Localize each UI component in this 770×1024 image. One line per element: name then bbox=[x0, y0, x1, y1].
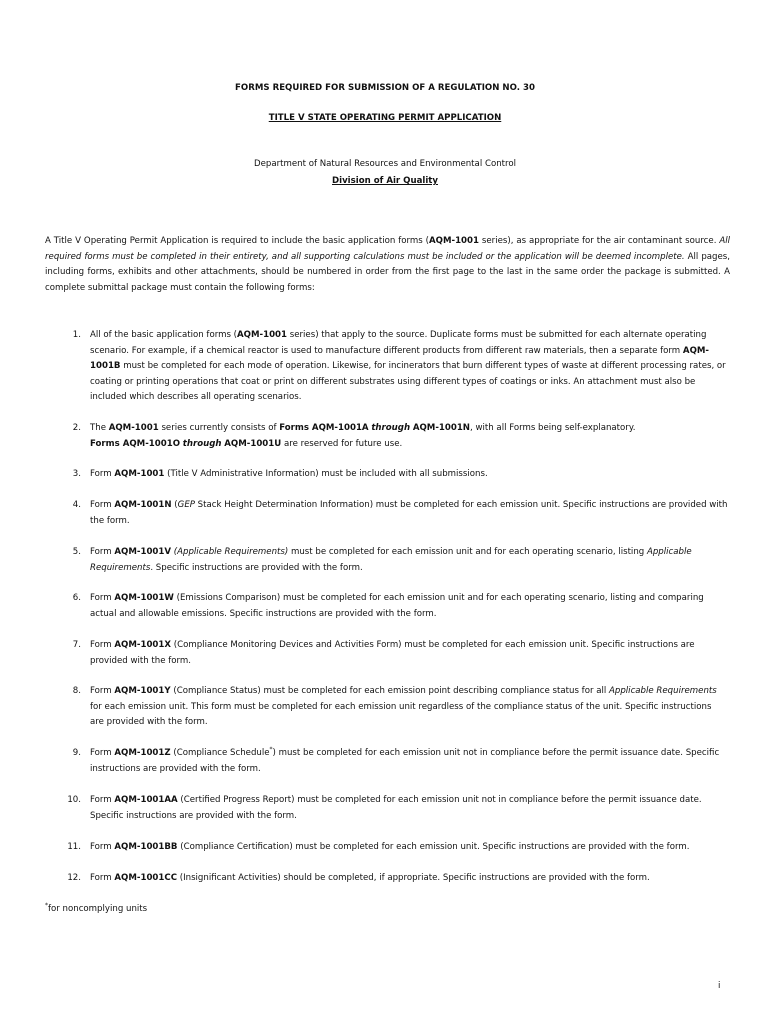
list-item-number: 7. bbox=[72, 640, 81, 650]
list-item-text: Form AQM-1001N (GEP Stack Height Determination Information) must be completed for each emission unit. Specific instructions are provided with the form. bbox=[90, 500, 728, 526]
document-title: FORMS REQUIRED FOR SUBMISSION OF A REGULATION NO. 30 bbox=[235, 83, 535, 93]
list-item-text: All of the basic application forms (AQM-1001 series) that apply to the source. Duplicate forms must be submitted for each alternate operating scenario. For example, if a chemical reactor is used to manufacture different products from different raw materials, then a separate form AQM-1001B must be completed for each mode of operation. Likewise, for incinerators that burn different types of waste at different processing rates, or coating or printing operations that coat or print on different substrates using different types of coatings or inks. An attachment must also be included which describes all operating scenarios. bbox=[90, 330, 726, 402]
list-item-text: The AQM-1001 series currently consists of Forms AQM-1001A through AQM-1001N, with all Forms being self-explanatory. Forms AQM-1001O through AQM-1001U are reserved for future use. bbox=[90, 423, 636, 449]
list-item-number: 12. bbox=[67, 873, 81, 883]
list-item-number: 9. bbox=[72, 748, 81, 758]
list-item-text: Form AQM-1001X (Compliance Monitoring Devices and Activities Form) must be completed for each emission unit. Specific instructions are provided with the form. bbox=[90, 640, 695, 666]
list-item-text: Form AQM-1001CC (Insignificant Activities) should be completed, if appropriate. Specific instructions are provided with the form. bbox=[90, 873, 650, 883]
footnote-mark: * bbox=[45, 902, 48, 910]
list-item-text: Form AQM-1001W (Emissions Comparison) must be completed for each emission unit and for each operating scenario, listing and comparing actual and allowable emissions. Specific instructions are provided with the form. bbox=[90, 593, 704, 619]
list-item-number: 4. bbox=[72, 500, 81, 510]
department-name: Department of Natural Resources and Environmental Control bbox=[253, 159, 517, 169]
list-item-number: 3. bbox=[72, 469, 81, 479]
division-name: Division of Air Quality bbox=[332, 176, 438, 186]
list-item-text: Form AQM-1001BB (Compliance Certification) must be completed for each emission unit. Specific instructions are provided with the form. bbox=[90, 842, 690, 852]
list-item-number: 10. bbox=[67, 795, 81, 805]
page-number: i bbox=[718, 981, 721, 991]
list-item-number: 11. bbox=[67, 842, 81, 852]
document-subtitle: TITLE V STATE OPERATING PERMIT APPLICATION bbox=[268, 113, 502, 123]
list-item-number: 1. bbox=[72, 330, 81, 340]
footnote-text: for noncomplying units bbox=[48, 904, 148, 914]
list-item-number: 2. bbox=[72, 423, 81, 433]
list-item-number: 8. bbox=[72, 686, 81, 696]
list-item-text: Form AQM-1001V (Applicable Requirements) must be completed for each emission unit and for each operating scenario, listing Applicable Requirements. Specific instructions are provided with the form. bbox=[90, 547, 692, 573]
list-item-text: Form AQM-1001 (Title V Administrative Information) must be included with all submissions. bbox=[90, 469, 488, 479]
list-item-text: Form AQM-1001Z (Compliance Schedule*) must be completed for each emission unit not in compliance before the permit issuance date. Specific instructions are provided with the form. bbox=[90, 746, 720, 774]
intro-paragraph: A Title V Operating Permit Application is required to include the basic application forms (AQM-1001 series), as appropriate for the air contaminant source. All required forms must be completed in their entirety, and all supporting calculations must be included or the application will be deemed incomplete. All pages, including forms, exhibits and other attachments, should be numbered in order from the first page to the last in the same order the package is submitted. A complete submittal package must contain the following forms: bbox=[45, 236, 731, 293]
list-item-text: Form AQM-1001AA (Certified Progress Report) must be completed for each emission unit not in compliance before the permit issuance date. Specific instructions are provided with the form. bbox=[90, 795, 702, 821]
footnote bbox=[45, 902, 147, 918]
list-item-number: 5. bbox=[72, 547, 81, 557]
list-item-text: Form AQM-1001Y (Compliance Status) must be completed for each emission point describing compliance status for all Applicable Requirements for each emission unit. This form must be completed for each emission unit regardless of the compliance status of the unit. Specific instructions are provided with the form. bbox=[90, 686, 717, 727]
list-item-number: 6. bbox=[72, 593, 81, 603]
